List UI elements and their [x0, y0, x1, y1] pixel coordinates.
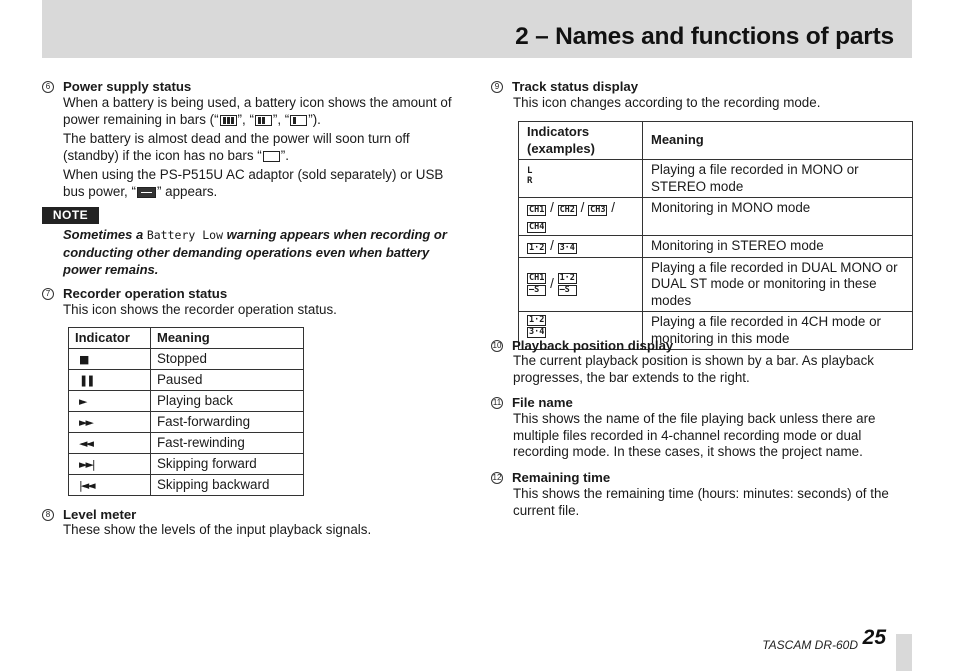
- separator: /: [611, 200, 615, 215]
- table-cell: Playing back: [151, 391, 304, 412]
- four-channel-icon: [527, 314, 546, 339]
- table-cell: Playing a file recorded in MONO or STEREO mode: [643, 160, 913, 198]
- table-row: [69, 370, 304, 391]
- track-status-table: [518, 121, 913, 350]
- note-text: [63, 226, 463, 278]
- playback-position-body: The current playback position is shown by a bar. As playback progresses, the bar extends to the right.: [513, 353, 874, 385]
- footer-model: TASCAM DR-60D: [762, 638, 858, 652]
- section-title: Level meter: [63, 507, 137, 522]
- skip-backward-icon: |◄◄: [79, 479, 94, 492]
- page-title: 2 – Names and functions of parts: [515, 23, 894, 50]
- ch1-icon: CH1: [529, 272, 545, 283]
- ch1-icon: CH1: [529, 205, 545, 215]
- text: When a battery is being used, a battery icon shows the amount of power remaining in bars (“: [63, 95, 452, 127]
- section-title: Playback position display: [512, 338, 674, 353]
- pair-3-4-icon: 3·4: [559, 243, 575, 253]
- table-row: [69, 433, 304, 454]
- skip-forward-icon: ►►|: [79, 458, 94, 471]
- pair-1-2-icon: 1·2: [529, 243, 545, 253]
- recorder-status-body: This icon shows the recorder operation status.: [63, 302, 337, 317]
- table-row: [69, 475, 304, 496]
- table-header-row: [69, 328, 304, 349]
- ch4-icon: CH4: [529, 221, 545, 232]
- separator: /: [550, 238, 554, 253]
- table-cell: Playing a file recorded in DUAL MONO or DUAL ST mode or monitoring in these modes: [643, 257, 913, 312]
- table-cell: Skipping forward: [151, 454, 304, 475]
- page-number: 25: [862, 626, 886, 649]
- table-row: [69, 391, 304, 412]
- table-cell: Skipping backward: [151, 475, 304, 496]
- table-header-row: [519, 122, 913, 160]
- table-row: [519, 198, 913, 236]
- stop-icon: ■: [79, 353, 88, 366]
- text: ” appears.: [156, 183, 218, 199]
- pair-3-4-icon: 3·4: [529, 327, 545, 337]
- battery-empty-icon: [263, 151, 280, 162]
- right-channel-icon: R: [527, 176, 533, 186]
- section-power-supply-heading: [42, 79, 191, 96]
- separator: /: [550, 200, 554, 215]
- usb-power-icon: [137, 187, 156, 198]
- fast-rewind-icon: ◄◄: [79, 437, 92, 450]
- text: The battery is almost dead and the power will soon turn off (standby) if the icon has no bars “: [63, 131, 410, 163]
- section-remaining-time-heading: [491, 470, 610, 487]
- battery-low-message: Battery Low: [146, 228, 223, 242]
- pair-1-2-icon: 1·2: [559, 272, 575, 283]
- footer-band: [896, 634, 912, 671]
- section-track-status-heading: [491, 79, 638, 96]
- section-file-name-heading: [491, 395, 573, 412]
- section-number: 9: [491, 81, 503, 93]
- section-number: 12: [492, 473, 502, 483]
- battery-full-icon: [220, 115, 237, 126]
- indicator-cell: [519, 236, 643, 258]
- table-cell: Paused: [151, 370, 304, 391]
- minus-s-icon: –S: [527, 285, 546, 296]
- column-header: Indicator: [69, 328, 151, 349]
- indicator-cell: [519, 198, 643, 236]
- separator: /: [580, 200, 585, 215]
- text: ”, “: [237, 111, 254, 127]
- table-cell: Stopped: [151, 349, 304, 370]
- text: ”.: [280, 147, 289, 163]
- text: ”).: [308, 111, 321, 127]
- table-cell: Fast-forwarding: [151, 412, 304, 433]
- table-row: [69, 412, 304, 433]
- dual-mono-icon: [527, 272, 546, 297]
- text: When using the PS-P515U AC adaptor (sold separately) or USB bus power, “: [63, 167, 444, 199]
- table-row: [69, 454, 304, 475]
- recorder-status-table: [68, 327, 304, 496]
- ch3-icon: CH3: [590, 205, 606, 215]
- battery-one-bar-icon: [290, 115, 307, 126]
- fast-forward-icon: ►►: [79, 416, 92, 429]
- remaining-time-body: This shows the remaining time (hours: minutes: seconds) of the current file.: [513, 486, 889, 518]
- indicator-cell: [519, 160, 643, 198]
- pause-icon: ❚❚: [79, 374, 94, 387]
- file-name-body: This shows the name of the file playing back unless there are multiple files recorded in 4-channel recording mode or dual recording mode. In these cases, it shows the project name.: [513, 411, 876, 460]
- power-supply-para-2: [63, 131, 463, 164]
- section-title: Recorder operation status: [63, 286, 228, 301]
- column-header: Meaning: [151, 328, 304, 349]
- section-recorder-status-heading: [42, 286, 227, 303]
- table-cell: Monitoring in MONO mode: [643, 198, 913, 236]
- section-title: File name: [512, 395, 573, 410]
- column-header: Meaning: [643, 122, 913, 160]
- power-supply-para-1: [63, 95, 463, 128]
- header-band: [42, 0, 912, 58]
- dual-stereo-icon: [558, 272, 577, 297]
- table-cell: Fast-rewinding: [151, 433, 304, 454]
- table-row: [519, 160, 913, 198]
- table-row: [519, 236, 913, 258]
- table-cell: Monitoring in STEREO mode: [643, 236, 913, 258]
- track-status-body: This icon changes according to the recording mode.: [513, 95, 821, 110]
- table-cell: Playing a file recorded in 4CH mode or monitoring in this mode: [643, 312, 913, 350]
- section-title: Power supply status: [63, 79, 192, 94]
- text: ”, “: [272, 111, 290, 127]
- table-row: [519, 257, 913, 312]
- indicator-cell: [519, 257, 643, 312]
- separator: /: [550, 275, 554, 291]
- text: warning appears when recording or conducting other demanding operations even when battery power remains.: [63, 227, 447, 277]
- left-channel-icon: L: [527, 166, 533, 176]
- section-number: 6: [42, 81, 54, 93]
- power-supply-para-3: [63, 167, 463, 200]
- section-title: Track status display: [512, 79, 639, 94]
- note-label: NOTE: [42, 207, 99, 224]
- ch2-icon: CH2: [559, 205, 575, 215]
- pair-1-2-icon: 1·2: [529, 315, 545, 325]
- battery-two-bars-icon: [255, 115, 272, 126]
- text: Sometimes a: [63, 227, 147, 242]
- section-number: 11: [492, 398, 502, 408]
- section-title: Remaining time: [512, 470, 611, 485]
- section-number: 8: [42, 509, 54, 521]
- level-meter-body: These show the levels of the input playback signals.: [63, 522, 372, 537]
- play-icon: ►: [79, 395, 86, 408]
- column-header: Indicators (examples): [519, 122, 643, 160]
- section-number: 7: [42, 288, 54, 300]
- section-number: 10: [492, 341, 502, 351]
- minus-s-icon: –S: [558, 285, 577, 296]
- table-row: [69, 349, 304, 370]
